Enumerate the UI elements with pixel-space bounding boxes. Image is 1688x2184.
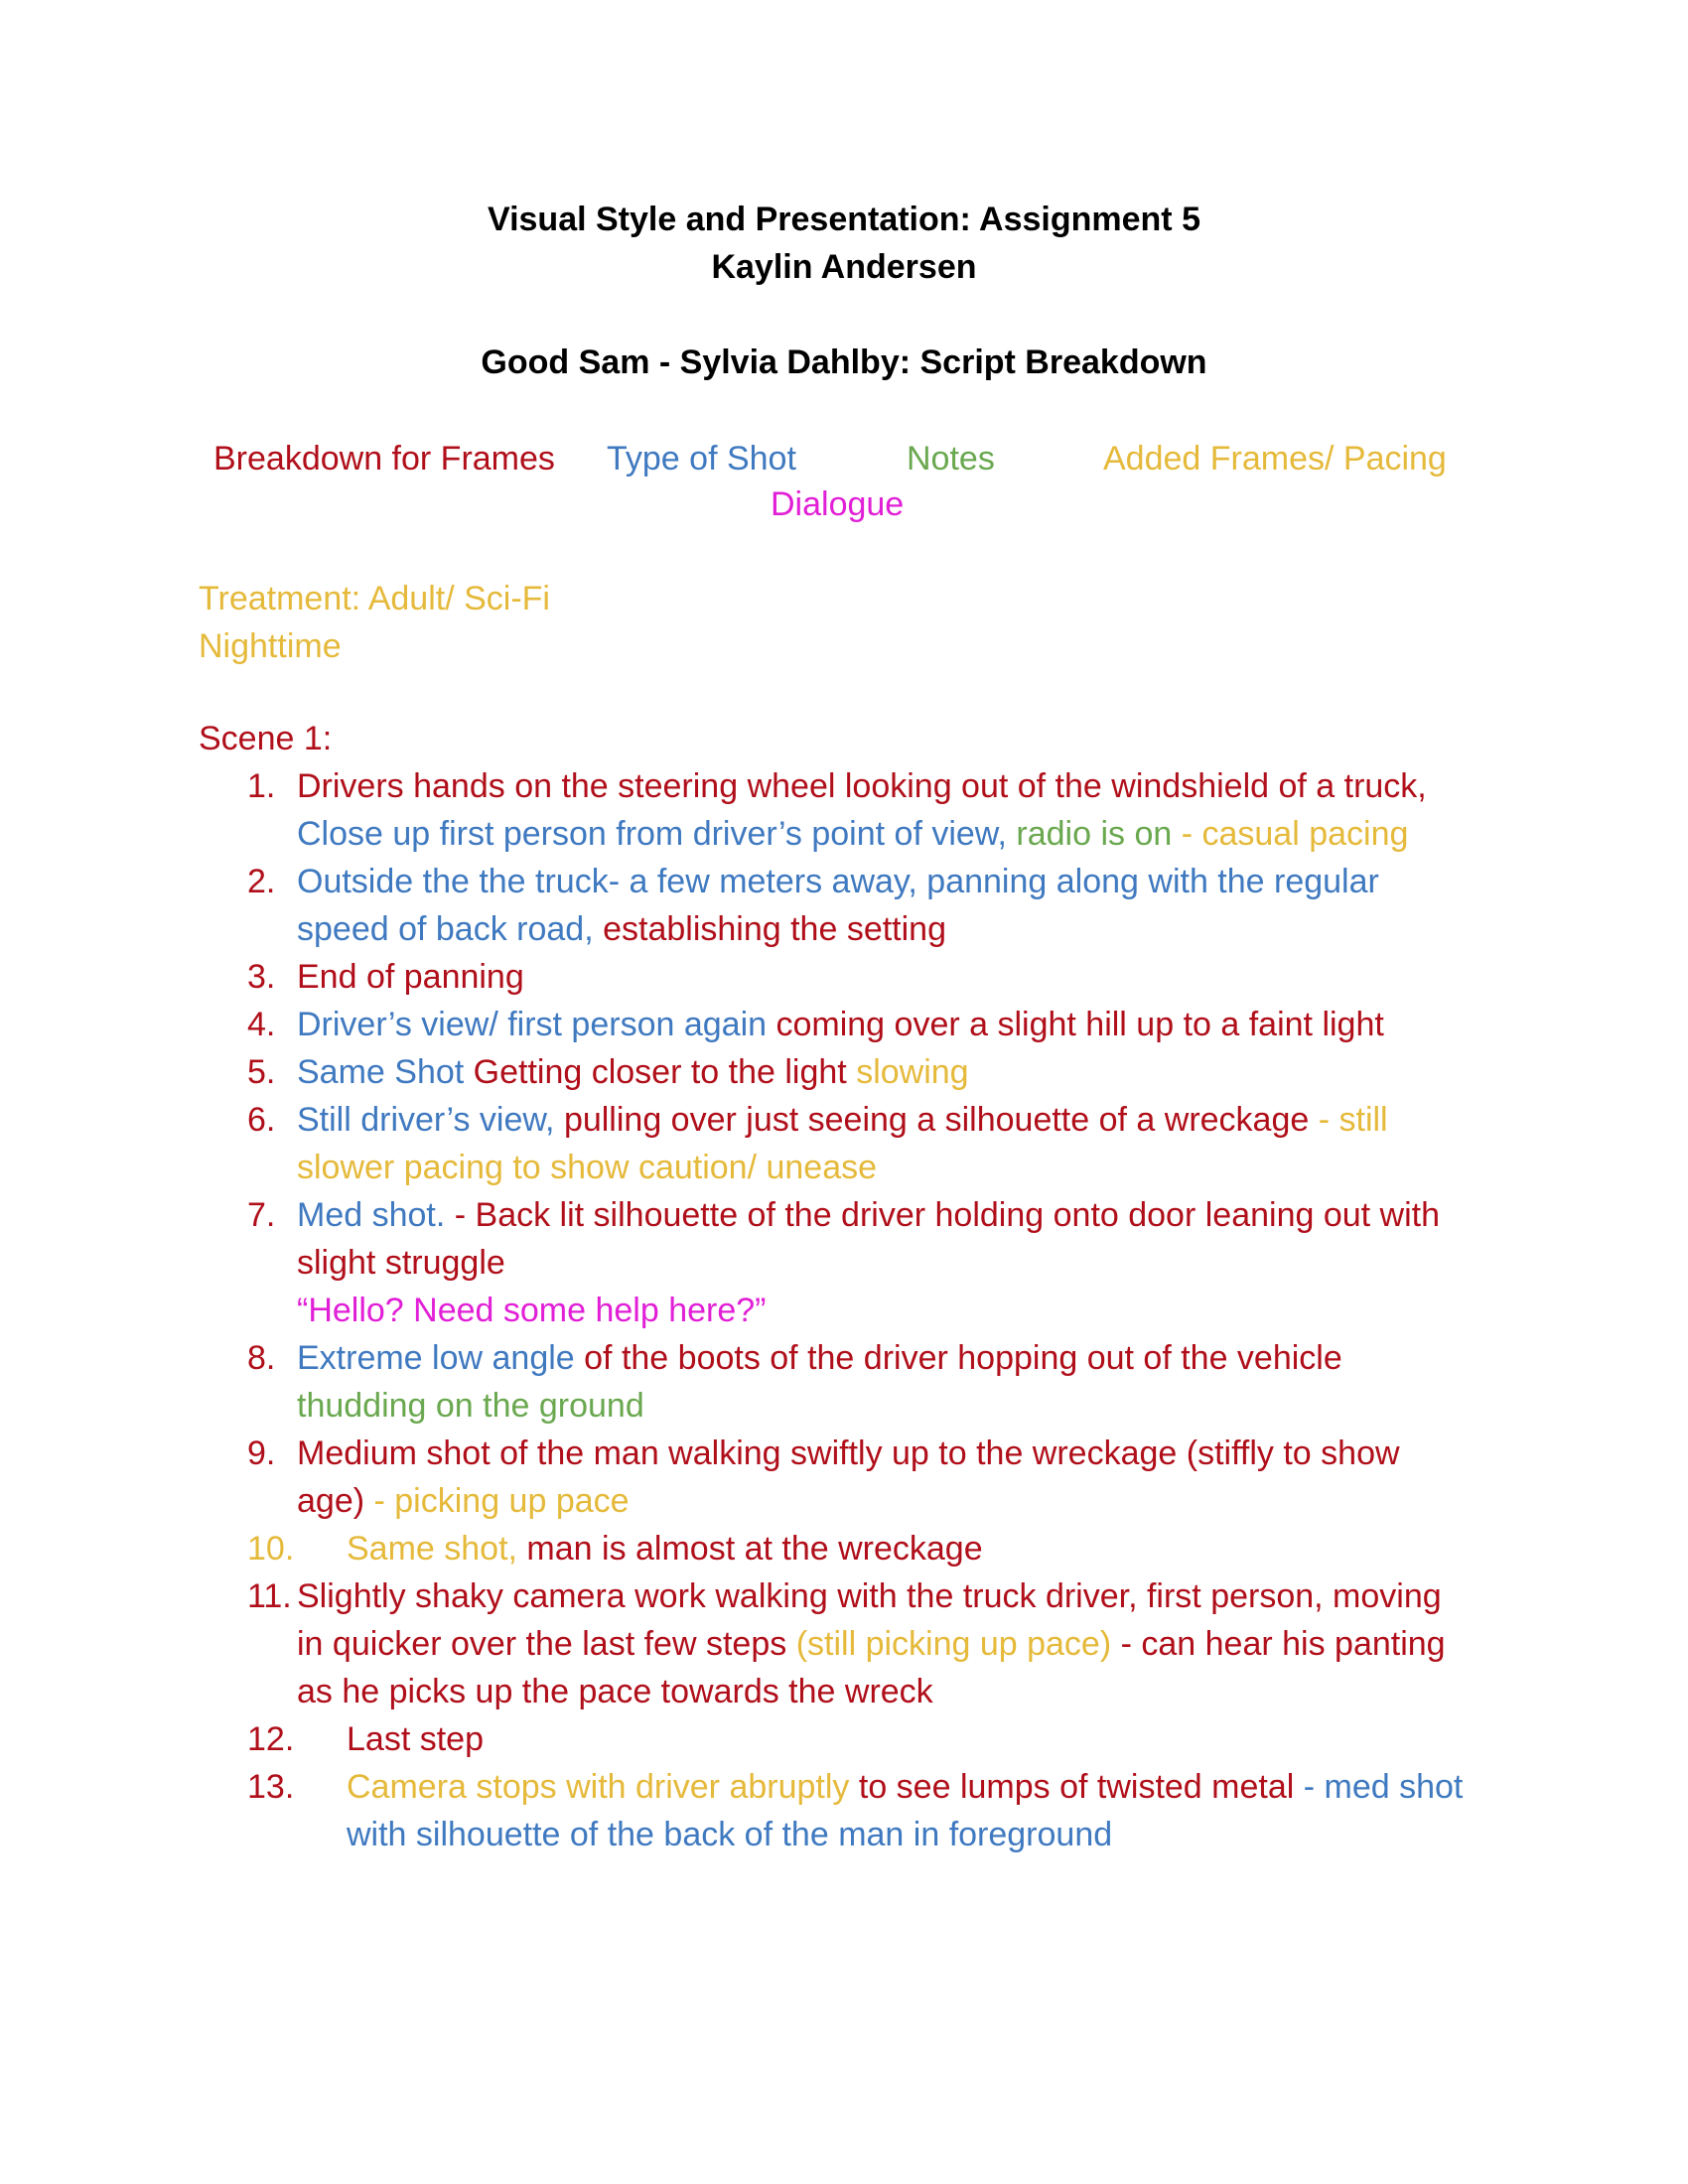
- time-line: Nighttime: [199, 627, 342, 665]
- list-item-text: [297, 1334, 1469, 1430]
- text-segment: Last step: [347, 1720, 484, 1758]
- list-item-number: 6.: [247, 1101, 276, 1139]
- list-item: [0, 858, 1469, 953]
- document-title: [0, 196, 1688, 291]
- list-item: [0, 1430, 1469, 1525]
- list-item-number: 7.: [247, 1196, 276, 1234]
- text-segment: Extreme low angle: [297, 1339, 585, 1377]
- text-segment: Same Shot: [297, 1053, 474, 1091]
- legend-shot: Type of Shot: [607, 440, 796, 478]
- dialogue-line: “Hello? Need some help here?”: [297, 1292, 767, 1329]
- list-item: [0, 1572, 1469, 1715]
- script-title: Good Sam - Sylvia Dahlby: Script Breakdown: [481, 343, 1207, 381]
- text-segment: - med shot with silhouette of the back of the man in foreground: [347, 1768, 1464, 1853]
- list-item-number: 4.: [247, 1006, 276, 1043]
- list-item-number: 13.: [247, 1768, 295, 1806]
- text-segment: man is almost at the wreckage: [526, 1530, 983, 1568]
- list-item-text: [347, 1525, 1469, 1572]
- list-item-text: [297, 1572, 1469, 1715]
- text-segment: Camera stops with driver abruptly: [347, 1768, 859, 1806]
- text-segment: End of panning: [297, 958, 524, 996]
- treatment-line: Treatment: Adult/ Sci-Fi: [199, 580, 550, 617]
- list-item-text: [297, 1048, 1469, 1096]
- list-item-text: [297, 762, 1469, 858]
- list-item-text: [347, 1763, 1469, 1858]
- assignment-title: Visual Style and Presentation: Assignment 5: [488, 201, 1200, 238]
- list-item-number: 12.: [247, 1720, 295, 1758]
- list-item-number: 5.: [247, 1053, 276, 1091]
- legend-notes: Notes: [907, 440, 995, 478]
- text-segment: Drivers hands on the steering wheel looking out of the windshield of a truck,: [297, 767, 1427, 805]
- list-item-number: 11.: [247, 1577, 292, 1615]
- text-segment: - still slower pacing to show caution/ unease: [297, 1101, 1388, 1186]
- text-segment: Same shot,: [347, 1530, 527, 1568]
- text-segment: - Back lit silhouette of the driver holding onto door leaning out with slight struggle: [297, 1196, 1441, 1282]
- legend-breakdown: Breakdown for Frames: [213, 440, 555, 478]
- text-segment: coming over a slight hill up to a faint light: [775, 1006, 1384, 1043]
- text-segment: - casual pacing: [1181, 815, 1409, 853]
- list-item-text: [297, 1191, 1469, 1287]
- text-segment: Close up first person from driver’s point of view,: [297, 815, 1017, 853]
- list-item: [0, 1715, 1469, 1763]
- list-item-text: [297, 1001, 1469, 1048]
- text-segment: thudding on the ground: [297, 1387, 644, 1425]
- text-segment: establishing the setting: [603, 910, 946, 948]
- text-segment: (still picking up pace): [795, 1625, 1121, 1663]
- list-item: [0, 1191, 1469, 1334]
- list-item-text: [347, 1715, 1469, 1763]
- text-segment: pulling over just seeing a silhouette of a wreckage: [563, 1101, 1319, 1139]
- list-item: [0, 1334, 1469, 1430]
- scene-label: Scene 1:: [199, 720, 333, 757]
- text-segment: Medium shot of the man walking swiftly up to the wreckage (stiffly to show age): [297, 1434, 1400, 1520]
- list-item: [0, 762, 1469, 858]
- author-name: Kaylin Andersen: [711, 248, 977, 286]
- text-segment: to see lumps of twisted metal: [858, 1768, 1304, 1806]
- text-segment: Driver’s view/ first person again: [297, 1006, 776, 1043]
- list-item-number: 3.: [247, 958, 276, 996]
- list-item-number: 1.: [247, 767, 276, 805]
- text-segment: slowing: [856, 1053, 969, 1091]
- text-segment: Outside the the truck- a few meters away, panning along with the regular speed of back road,: [297, 863, 1379, 948]
- breakdown-list: [0, 762, 1688, 1858]
- text-segment: radio is on: [1016, 815, 1182, 853]
- list-item: [0, 1001, 1469, 1048]
- text-segment: - can hear his panting as he picks up the pace towards the wreck: [297, 1625, 1446, 1710]
- list-item-number: 8.: [247, 1339, 276, 1377]
- list-item-text: [297, 858, 1469, 953]
- legend-dialogue: Dialogue: [771, 485, 905, 523]
- text-segment: Still driver’s view,: [297, 1101, 564, 1139]
- list-item: [0, 1048, 1469, 1096]
- legend-pacing: Added Frames/ Pacing: [1103, 440, 1447, 478]
- list-item: [0, 1096, 1469, 1191]
- list-item-number: 10.: [247, 1530, 295, 1568]
- text-segment: Getting closer to the light: [473, 1053, 857, 1091]
- text-segment: of the boots of the driver hopping out of the vehicle: [584, 1339, 1342, 1377]
- text-segment: - picking up pace: [373, 1482, 630, 1520]
- text-segment: Slightly shaky camera work walking with the truck driver, first person, moving in quicker over the last few steps: [297, 1577, 1442, 1663]
- list-item: [0, 1525, 1469, 1572]
- list-item-number: 9.: [247, 1434, 276, 1472]
- text-segment: Med shot.: [297, 1196, 455, 1234]
- list-item: [0, 1763, 1469, 1858]
- list-item-text: [297, 1096, 1469, 1191]
- list-item-number: 2.: [247, 863, 276, 900]
- list-item-text: [297, 1430, 1469, 1525]
- list-item-text: [297, 953, 1469, 1001]
- list-item: [0, 953, 1469, 1001]
